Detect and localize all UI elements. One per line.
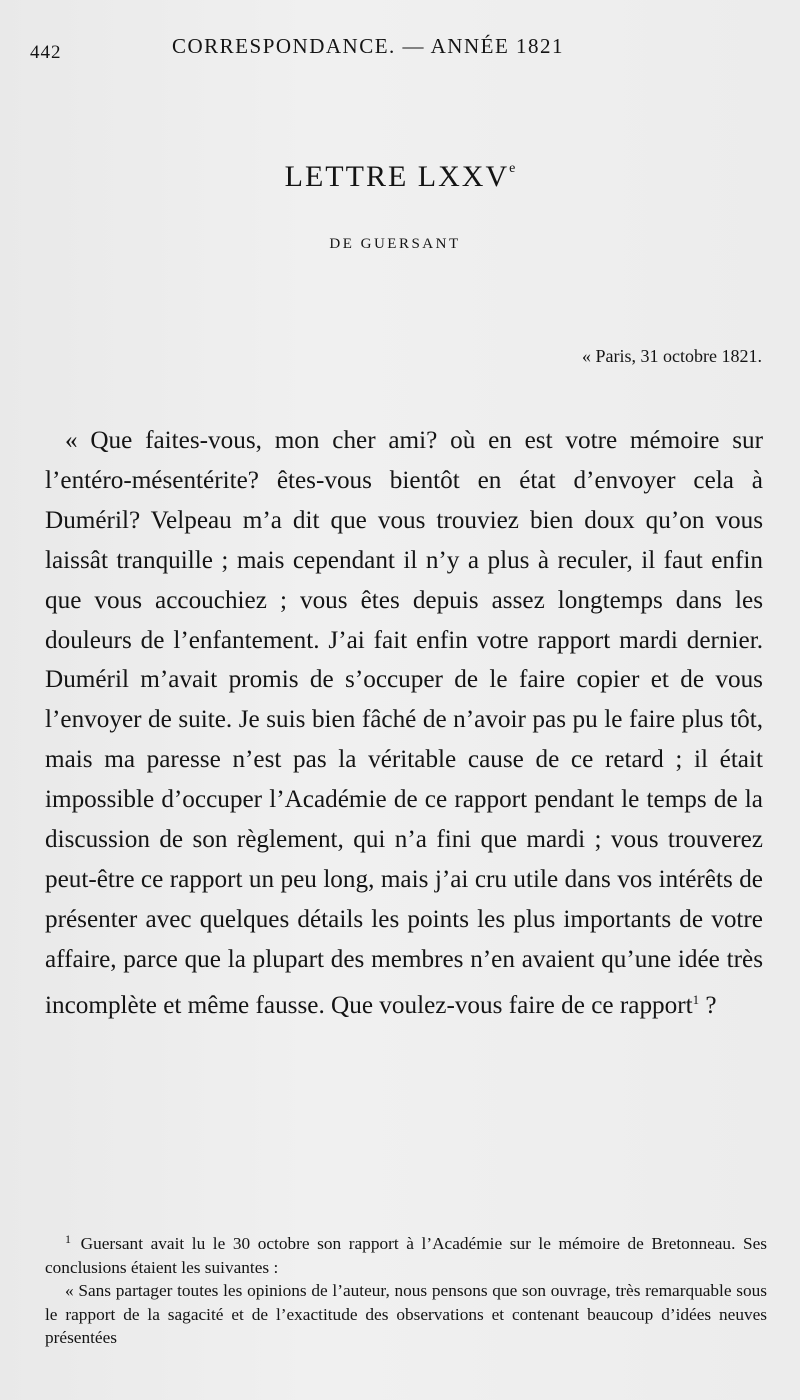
footnote-reference[interactable]: 1 (692, 991, 700, 1007)
letter-title (0, 160, 800, 194)
letter-title-superscript: e (509, 161, 516, 176)
page-number: 442 (30, 42, 62, 63)
letter-body-text: « Que faites-vous, mon cher ami? où en est votre mémoire sur l’entéro-mésentérite? êtes-vous bientôt en état d’envoyer cela à Duméril? Velpeau m’a dit que vous trouviez bien doux qu’on vous laissât tranquille ; mais cependant il n’y a plus à reculer, il faut enfin que vous accouchiez ; vous êtes depuis assez longtemps dans les douleurs de l’enfantement. J’ai fait enfin votre rapport mardi dernier. Duméril m’avait promis de s’occuper de le faire copier et de vous l’envoyer de suite. Je suis bien fâché de n’avoir pas pu le faire plus tôt, mais ma paresse n’est pas la véritable cause de ce retard ; il était impossible d’occuper l’Académie de ce rapport pendant le temps de la discussion de son règlement, qui n’a fini que mardi ; vous trouverez peut-être ce rapport un peu long, mais j’ai cru utile dans vos intérêts de présenter avec quelques détails les points les plus importants de votre affaire, parce que la plupart des membres n’en avaient qu’une idée très incomplète et même fausse. Que voulez-vous faire de ce rapport (45, 427, 763, 1019)
footnote-quote: « Sans partager toutes les opinions de l’auteur, nous pensons que son ouvrage, très remarquable sous le rapport de la sagacité et de l’exactitude des observations et contenant beaucoup d’idées neuves présentées (45, 1281, 767, 1347)
footnote-number: 1 (65, 1232, 71, 1246)
letter-author: DE GUERSANT (329, 236, 461, 252)
letter-title-text: LETTRE LXXV (284, 160, 510, 193)
footnote-text: Guersant avait lu le 30 octobre son rapport à l’Académie sur le mémoire de Bretonneau. Ses conclusions étaient les suivantes : (45, 1234, 767, 1277)
letter-body-end: ? (699, 991, 717, 1019)
running-head (30, 34, 770, 64)
letter-body (45, 421, 763, 1026)
running-title: CORRESPONDANCE. — ANNÉE 1821 (172, 34, 565, 58)
footnote (45, 1228, 767, 1279)
dateline: « Paris, 31 octobre 1821. (582, 346, 762, 366)
footnotes (45, 1228, 767, 1350)
